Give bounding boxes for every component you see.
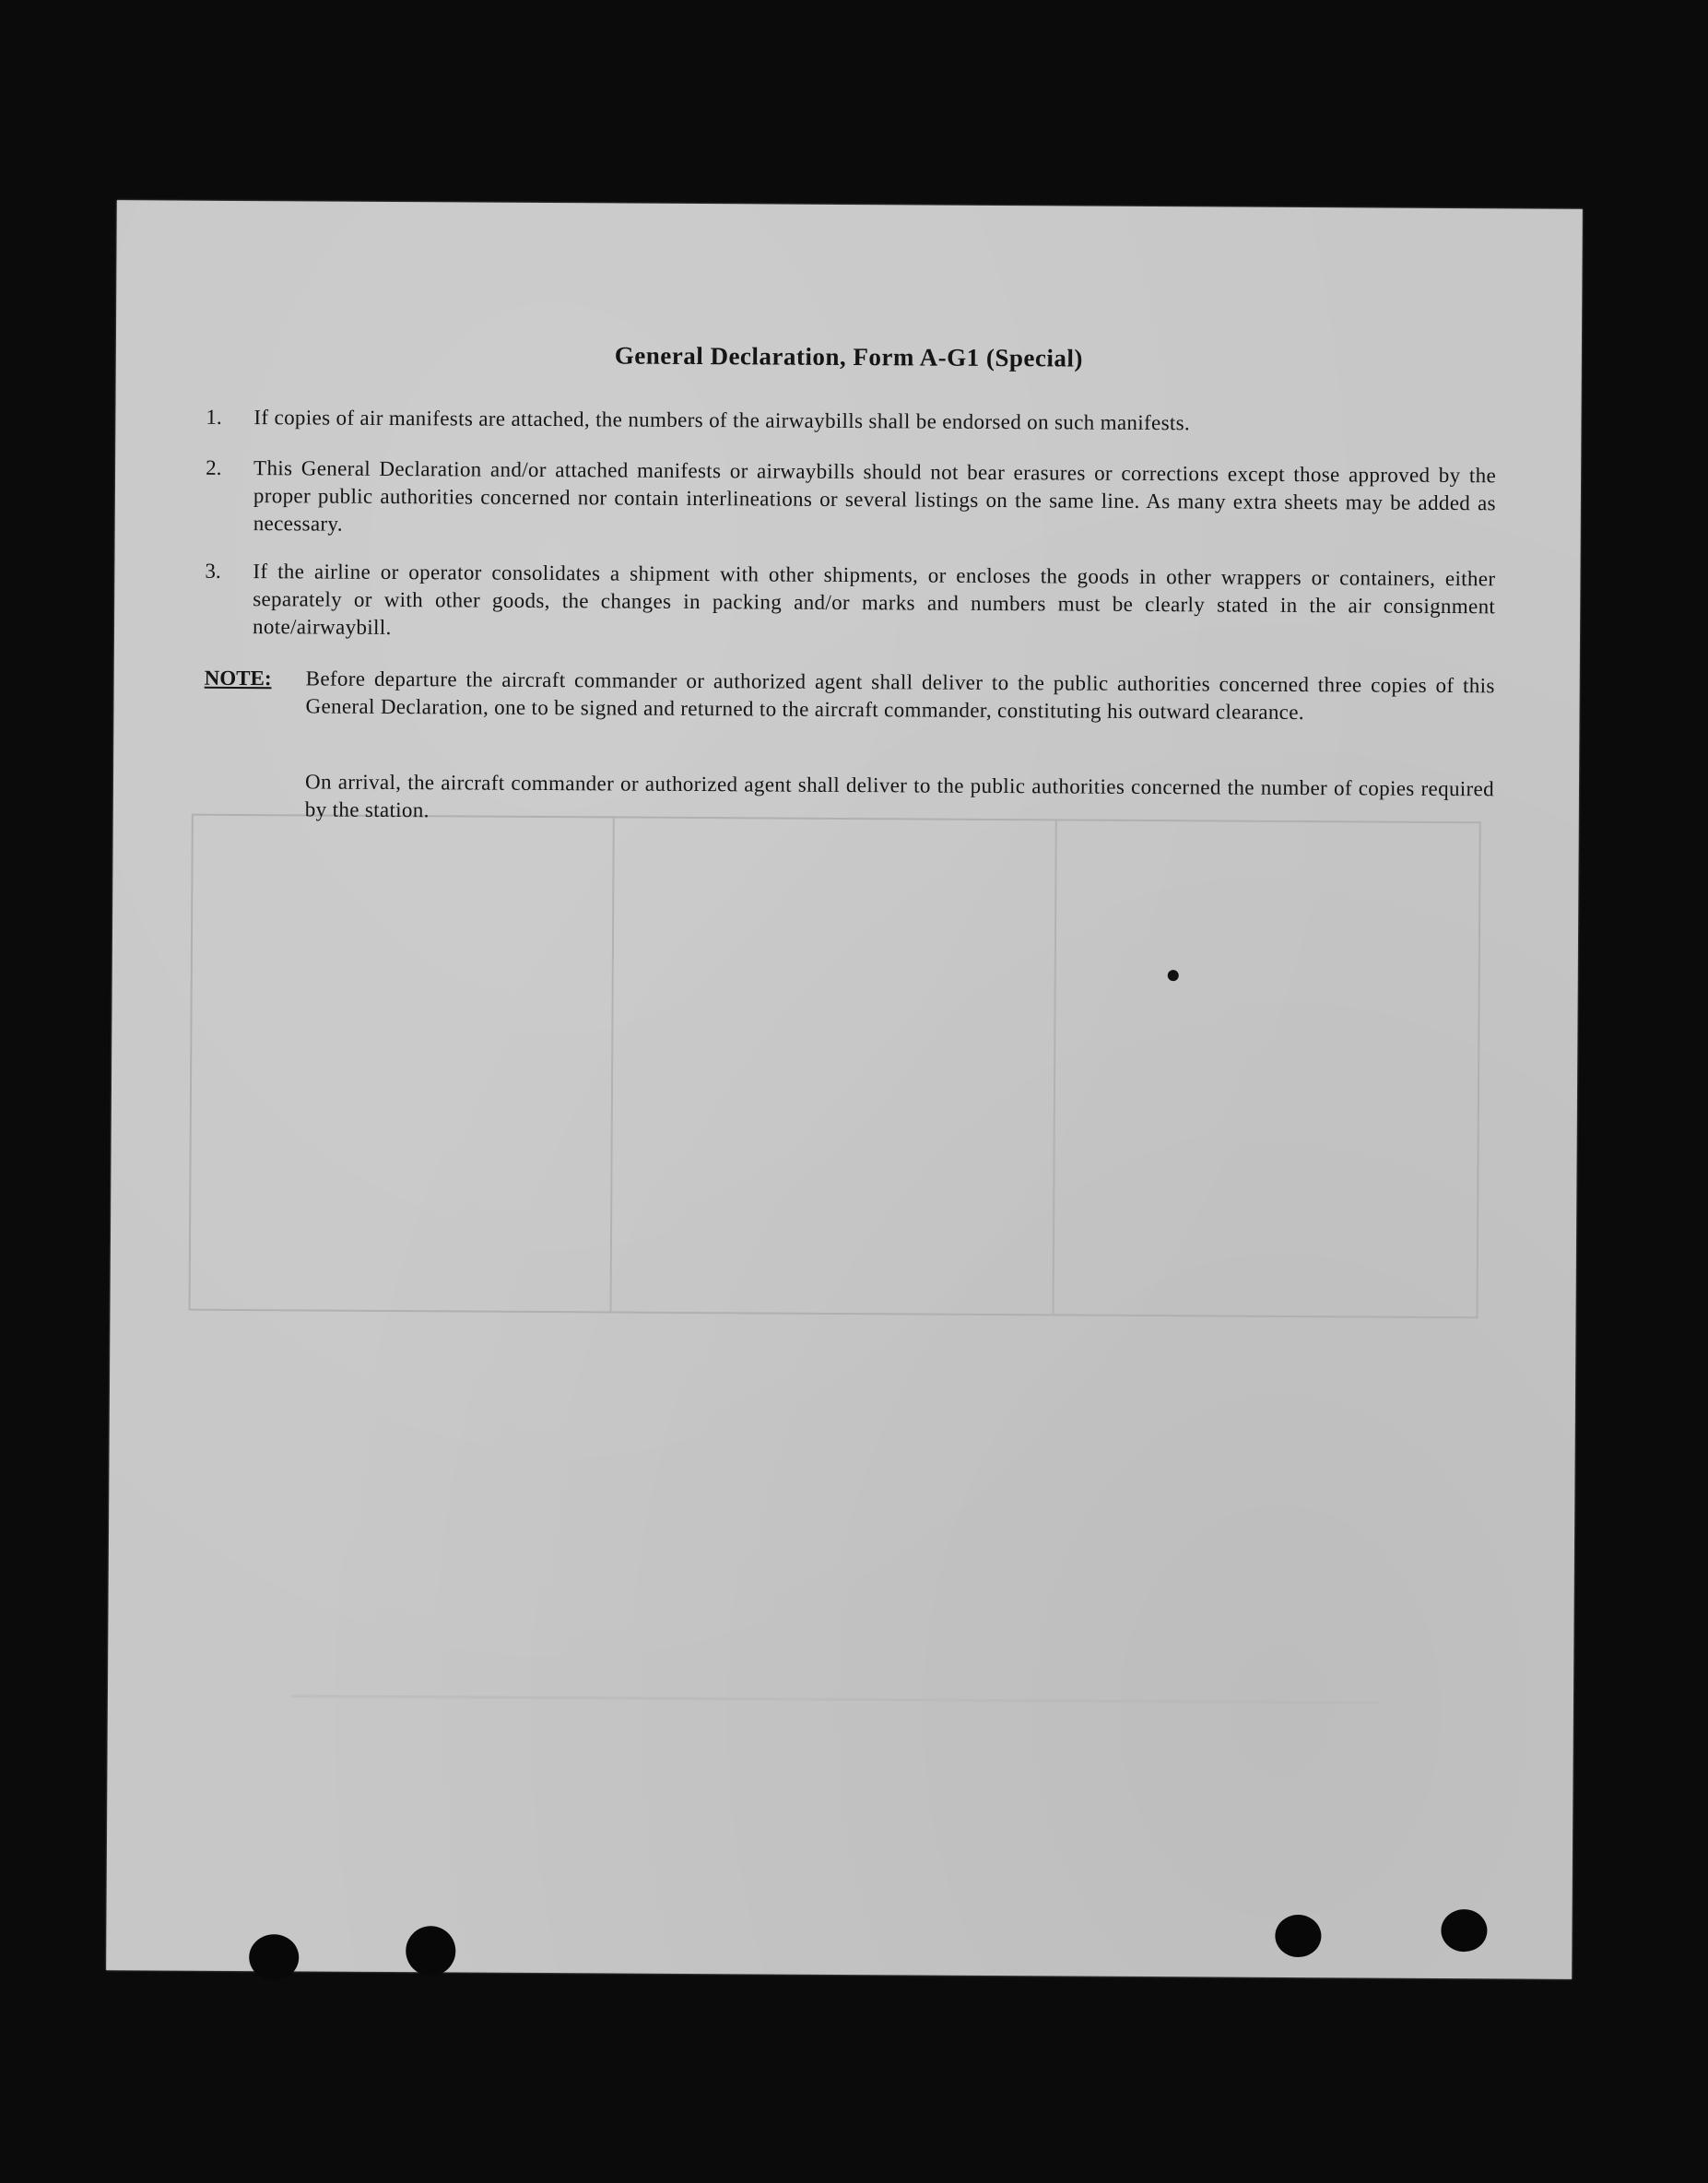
- bleed-through-divider: [1053, 820, 1057, 1314]
- item-number: 2.: [206, 455, 222, 479]
- ink-speck: [1168, 970, 1179, 981]
- item-number: 3.: [205, 559, 221, 583]
- item-number: 1.: [206, 405, 222, 429]
- bleed-through-divider: [610, 818, 615, 1311]
- instruction-item: [206, 404, 1496, 440]
- punch-hole: [406, 1926, 455, 1976]
- instruction-item: [205, 558, 1496, 649]
- note-paragraph: On arrival, the aircraft commander or authorized agent shall deliver to the public authorities concerned the number of copies required by the station.: [304, 770, 1495, 822]
- note-paragraph: Before departure the aircraft commander or authorized agent shall deliver to the public authorities concerned three copies of this General Declaration, one to be signed and returned to the aircraft commander, constituting his outward clearance.: [305, 667, 1495, 725]
- document-page: [106, 200, 1583, 1979]
- bleed-through-mark: [292, 1639, 1380, 1704]
- note-section: [204, 665, 1494, 728]
- note-section: [204, 768, 1494, 832]
- punch-hole: [249, 1934, 299, 1980]
- punch-hole: [1275, 1915, 1321, 1957]
- bleed-through-table: [189, 814, 1481, 1319]
- item-text: If the airline or operator consolidates a shipment with other shipments, or encloses the goods in other wrappers or containers, either separately or with other goods, the changes in packing and/or marks and numbers must be clearly stated in the air consignment note/airwaybill.: [252, 560, 1496, 639]
- instruction-item: [206, 454, 1497, 546]
- note-label: NOTE:: [204, 666, 272, 690]
- punch-hole: [1441, 1909, 1487, 1952]
- item-text: This General Declaration and/or attached manifests or airwaybills should not bear erasures or corrections except those approved by the proper public authorities concerned nor contain interlineations or several listings on the same line. As many extra sheets may be added as necessary.: [253, 456, 1497, 536]
- item-text: If copies of air manifests are attached, the numbers of the airwaybills shall be endorsed on such manifests.: [253, 406, 1191, 435]
- document-title: General Declaration, Form A-G1 (Special): [614, 341, 1084, 372]
